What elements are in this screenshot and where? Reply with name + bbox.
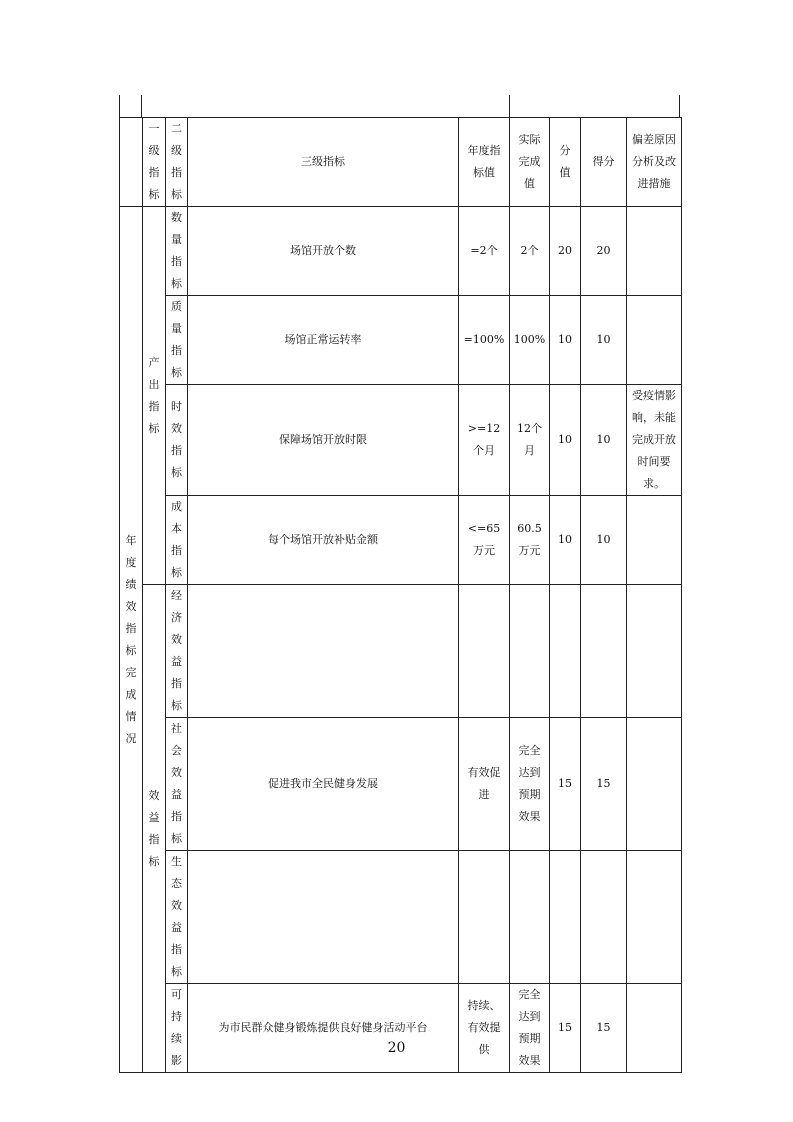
actual-cell: 60.5万元 bbox=[510, 496, 550, 585]
table-row bbox=[120, 385, 682, 496]
header-level1 bbox=[143, 118, 166, 207]
score-cell: 20 bbox=[581, 207, 627, 296]
vertical-char: 指 bbox=[125, 621, 137, 635]
vertical-char: 标 bbox=[171, 965, 182, 978]
vertical-char: 效 bbox=[125, 599, 137, 613]
header-score-value: 分值 bbox=[550, 118, 581, 207]
score-cell: 15 bbox=[581, 718, 627, 851]
target-cell bbox=[459, 851, 510, 984]
group-benefit bbox=[143, 585, 166, 1073]
actual-cell: 100% bbox=[510, 296, 550, 385]
vertical-char: 标 bbox=[125, 643, 137, 657]
vertical-char: 度 bbox=[125, 555, 137, 569]
vertical-char: 出 bbox=[148, 377, 160, 391]
indicator-cell bbox=[188, 585, 459, 718]
vertical-char: 标 bbox=[171, 277, 182, 290]
header-score: 得分 bbox=[581, 118, 627, 207]
note-cell bbox=[627, 851, 682, 984]
vertical-char: 标 bbox=[171, 366, 182, 379]
indicator-cell: 场馆开放个数 bbox=[188, 207, 459, 296]
vertical-char: 本 bbox=[171, 522, 182, 535]
vertical-char: 指 bbox=[171, 344, 182, 357]
table-row bbox=[120, 207, 682, 296]
note-cell bbox=[627, 296, 682, 385]
vertical-char: 态 bbox=[171, 877, 182, 890]
vertical-char: 时 bbox=[171, 400, 182, 413]
vertical-char: 量 bbox=[171, 233, 182, 246]
vertical-char: 级 bbox=[148, 144, 160, 157]
value-cell bbox=[550, 851, 581, 984]
vertical-char: 一 bbox=[148, 122, 160, 135]
vertical-char: 效 bbox=[171, 766, 182, 779]
vertical-char: 效 bbox=[171, 899, 182, 912]
vertical-char: 影 bbox=[171, 1054, 182, 1067]
page-number: 20 bbox=[387, 1040, 406, 1056]
vertical-char: 质 bbox=[171, 300, 182, 313]
vertical-char: 标 bbox=[171, 188, 182, 201]
vertical-char: 标 bbox=[148, 188, 160, 201]
group-output bbox=[143, 207, 166, 585]
vertical-char: 济 bbox=[171, 611, 182, 624]
value-cell: 10 bbox=[550, 385, 581, 496]
target-cell: 持续、有效提供 bbox=[459, 984, 510, 1073]
vertical-char: 益 bbox=[148, 810, 160, 824]
vertical-char: 指 bbox=[171, 810, 182, 823]
vertical-char: 量 bbox=[171, 322, 182, 335]
category-cell bbox=[166, 496, 188, 585]
header-blank-cell bbox=[120, 118, 143, 207]
vertical-char: 指 bbox=[171, 444, 182, 457]
actual-cell: 完全达到预期效果 bbox=[510, 984, 550, 1073]
vertical-char: 指 bbox=[148, 399, 160, 413]
vertical-char: 标 bbox=[171, 566, 182, 579]
vertical-char: 标 bbox=[148, 854, 160, 868]
vertical-char: 指 bbox=[171, 943, 182, 956]
indicator-cell: 促进我市全民健身发展 bbox=[188, 718, 459, 851]
vertical-char: 指 bbox=[171, 677, 182, 690]
note-cell bbox=[627, 718, 682, 851]
note-cell: 受疫情影响，未能完成开放时间要求。 bbox=[627, 385, 682, 496]
target-cell: 有效促进 bbox=[459, 718, 510, 851]
vertical-char: 益 bbox=[171, 788, 182, 801]
target-cell bbox=[459, 585, 510, 718]
actual-cell: 完全达到预期效果 bbox=[510, 718, 550, 851]
actual-cell bbox=[510, 585, 550, 718]
vertical-char: 标 bbox=[171, 832, 182, 845]
indicator-cell: 每个场馆开放补贴金额 bbox=[188, 496, 459, 585]
value-cell: 15 bbox=[550, 984, 581, 1073]
note-cell bbox=[627, 207, 682, 296]
actual-cell: 12个月 bbox=[510, 385, 550, 496]
indicator-cell bbox=[188, 851, 459, 984]
vertical-char: 产 bbox=[148, 355, 160, 369]
header-actual: 实际完成值 bbox=[510, 118, 550, 207]
vertical-char: 级 bbox=[171, 144, 182, 157]
vertical-char: 标 bbox=[171, 699, 182, 712]
vertical-char: 持 bbox=[171, 1010, 182, 1023]
note-cell bbox=[627, 496, 682, 585]
vertical-char: 数 bbox=[171, 211, 182, 224]
indicator-cell: 为市民群众健身锻炼提供良好健身活动平台 bbox=[188, 984, 459, 1073]
score-cell bbox=[581, 851, 627, 984]
vertical-char: 效 bbox=[171, 422, 182, 435]
vertical-char: 二 bbox=[171, 122, 182, 135]
vertical-char: 效 bbox=[148, 788, 160, 802]
value-cell bbox=[550, 585, 581, 718]
vertical-char: 指 bbox=[148, 832, 160, 846]
vertical-char: 经 bbox=[171, 589, 182, 602]
vertical-char: 标 bbox=[171, 466, 182, 479]
note-cell bbox=[627, 984, 682, 1073]
target-cell: <=65万元 bbox=[459, 496, 510, 585]
category-cell bbox=[166, 851, 188, 984]
vertical-char: 社 bbox=[171, 722, 182, 735]
score-cell: 15 bbox=[581, 984, 627, 1073]
category-cell bbox=[166, 984, 188, 1073]
previous-table-fragment bbox=[119, 95, 680, 117]
section-label bbox=[120, 207, 143, 1073]
target-cell: >=12个月 bbox=[459, 385, 510, 496]
value-cell: 10 bbox=[550, 496, 581, 585]
performance-table bbox=[119, 117, 682, 1073]
vertical-char: 可 bbox=[171, 988, 182, 1001]
vertical-char: 况 bbox=[125, 731, 137, 745]
table-row bbox=[120, 851, 682, 984]
vertical-char: 成 bbox=[171, 500, 182, 513]
table-row bbox=[120, 984, 682, 1073]
vertical-char: 指 bbox=[148, 166, 160, 179]
vertical-char: 年 bbox=[125, 533, 137, 547]
vertical-char: 续 bbox=[171, 1032, 182, 1045]
vertical-char: 会 bbox=[171, 744, 182, 757]
score-cell bbox=[581, 585, 627, 718]
indicator-cell: 保障场馆开放时限 bbox=[188, 385, 459, 496]
vertical-char: 生 bbox=[171, 855, 182, 868]
vertical-char: 标 bbox=[148, 421, 160, 435]
category-cell bbox=[166, 585, 188, 718]
vertical-char: 益 bbox=[171, 655, 182, 668]
value-cell: 15 bbox=[550, 718, 581, 851]
header-annual-target: 年度指标值 bbox=[459, 118, 510, 207]
target-cell: =2个 bbox=[459, 207, 510, 296]
value-cell: 20 bbox=[550, 207, 581, 296]
vertical-char: 指 bbox=[171, 255, 182, 268]
vertical-char: 益 bbox=[171, 921, 182, 934]
score-cell: 10 bbox=[581, 296, 627, 385]
category-cell bbox=[166, 207, 188, 296]
vertical-char: 指 bbox=[171, 544, 182, 557]
score-cell: 10 bbox=[581, 496, 627, 585]
table-row bbox=[120, 496, 682, 585]
target-cell: =100% bbox=[459, 296, 510, 385]
score-cell: 10 bbox=[581, 385, 627, 496]
actual-cell bbox=[510, 851, 550, 984]
value-cell: 10 bbox=[550, 296, 581, 385]
actual-cell: 2个 bbox=[510, 207, 550, 296]
vertical-char: 绩 bbox=[125, 577, 137, 591]
category-cell bbox=[166, 718, 188, 851]
header-level2 bbox=[166, 118, 188, 207]
table-row bbox=[120, 718, 682, 851]
header-level3: 三级指标 bbox=[188, 118, 459, 207]
vertical-char: 成 bbox=[125, 687, 137, 701]
vertical-char: 完 bbox=[125, 665, 137, 679]
vertical-char: 效 bbox=[171, 633, 182, 646]
vertical-char: 情 bbox=[125, 709, 137, 723]
table-row bbox=[120, 296, 682, 385]
indicator-cell: 场馆正常运转率 bbox=[188, 296, 459, 385]
header-row bbox=[120, 118, 682, 207]
category-cell bbox=[166, 385, 188, 496]
vertical-char: 指 bbox=[171, 166, 182, 179]
category-cell bbox=[166, 296, 188, 385]
table-row bbox=[120, 585, 682, 718]
note-cell bbox=[627, 585, 682, 718]
header-deviation: 偏差原因分析及改进措施 bbox=[627, 118, 682, 207]
